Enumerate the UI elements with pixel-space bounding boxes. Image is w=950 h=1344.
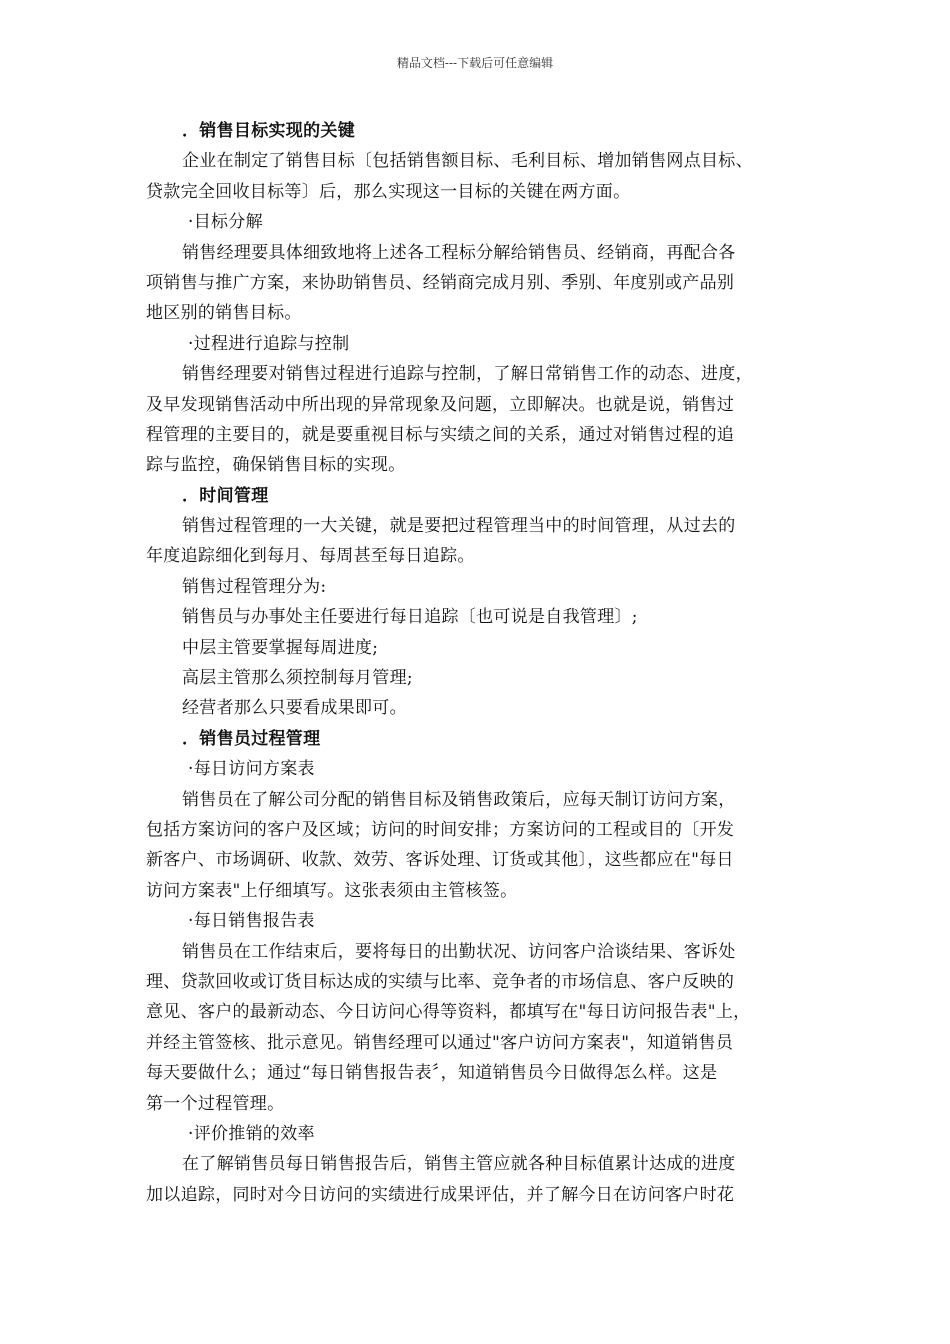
sub-heading: ·每日销售报告表 xyxy=(188,911,315,932)
paragraph-line: 及早发现销售活动中所出现的异常现象及问题，立即解决。也就是说，销售过 xyxy=(146,394,735,415)
paragraph-line: 项销售与推广方案，来协助销售员、经销商完成月别、季别、年度别或产品别 xyxy=(146,272,735,293)
section-heading: ．时间管理 xyxy=(182,485,269,506)
paragraph-first-line: 企业在制定了销售目标〔包括销售额目标、毛利目标、增加销售网点目标、 xyxy=(182,151,753,172)
paragraph-first-line: 销售经理要具体细致地将上述各工程标分解给销售员、经销商，再配合各 xyxy=(182,242,736,263)
paragraph-line: 意见、客户的最新动态、今日访问心得等资料，都填写在"每日访问报告表"上， xyxy=(146,1002,751,1023)
paragraph-line: 并经主管签核、批示意见。销售经理可以通过"客户访问方案表"，知道销售员 xyxy=(146,1032,734,1053)
document-body xyxy=(146,116,806,1210)
paragraph-line: 年度追踪细化到每月、每周甚至每日追踪。 xyxy=(146,546,475,567)
section-heading: ．销售员过程管理 xyxy=(182,728,321,749)
paragraph-line: 踪与监控，确保销售目标的实现。 xyxy=(146,455,406,476)
paragraph-first-line: 销售过程管理分为: xyxy=(182,576,327,597)
paragraph-first-line: 在了解销售员每日销售报告后，销售主管应就各种目标值累计达成的进度 xyxy=(182,1154,736,1175)
paragraph-line: 每天要做什么；通过“每日销售报告表〞，知道销售员今日做得怎么样。这是 xyxy=(146,1063,718,1084)
paragraph-first-line: 销售过程管理的一大关键，就是要把过程管理当中的时间管理，从过去的 xyxy=(182,516,736,537)
paragraph-first-line: 销售经理要对销售过程进行追踪与控制，了解日常销售工作的动态、进度， xyxy=(182,364,753,385)
paragraph-first-line: 销售员在工作结束后，要将每日的出勤状况、访问客户洽谈结果、客诉处 xyxy=(182,941,736,962)
sub-heading: ·评价推销的效率 xyxy=(188,1123,315,1144)
paragraph-first-line: 高层主管那么须控制每月管理; xyxy=(182,668,413,689)
paragraph-line: 第一个过程管理。 xyxy=(146,1093,285,1114)
sub-heading: ·过程进行追踪与控制 xyxy=(188,333,350,354)
paragraph-line: 理、贷款回收或订货目标达成的实绩与比率、竞争者的市场信息、客户反映的 xyxy=(146,971,735,992)
paragraph-line: 加以追踪，同时对今日访问的实绩进行成果评估，并了解今日在访问客户时花 xyxy=(146,1184,735,1205)
paragraph-first-line: 经营者那么只要看成果即可。 xyxy=(182,698,407,719)
sub-heading: ·每日访问方案表 xyxy=(188,759,315,780)
paragraph-line: 程管理的主要目的，就是要重视目标与实绩之间的关系，通过对销售过程的追 xyxy=(146,424,735,445)
paragraph-line: 新客户、市场调研、收款、效劳、客诉处理、订货或其他〕，这些都应在"每日 xyxy=(146,850,734,871)
paragraph-first-line: 销售员与办事处主任要进行每日追踪〔也可说是自我管理〕; xyxy=(182,607,638,628)
section-heading: ．销售目标实现的关键 xyxy=(182,121,355,141)
page-header: 精品文档---下载后可任意编辑 xyxy=(396,56,554,70)
paragraph-line: 访问方案表"上仔细填写。这张表须由主管核签。 xyxy=(146,880,518,901)
paragraph-first-line: 销售员在了解公司分配的销售目标及销售政策后，应每天制订访问方案， xyxy=(182,789,736,810)
sub-heading: ·目标分解 xyxy=(188,212,263,233)
paragraph-line: 包括方案访问的客户及区域；访问的时间安排；方案访问的工程或目的〔开发 xyxy=(146,819,735,840)
paragraph-line: 贷款完全回收目标等〕后，那么实现这一目标的关键在两方面。 xyxy=(146,181,631,202)
paragraph-first-line: 中层主管要掌握每周进度; xyxy=(182,637,379,658)
paragraph-line: 地区别的销售目标。 xyxy=(146,303,302,324)
